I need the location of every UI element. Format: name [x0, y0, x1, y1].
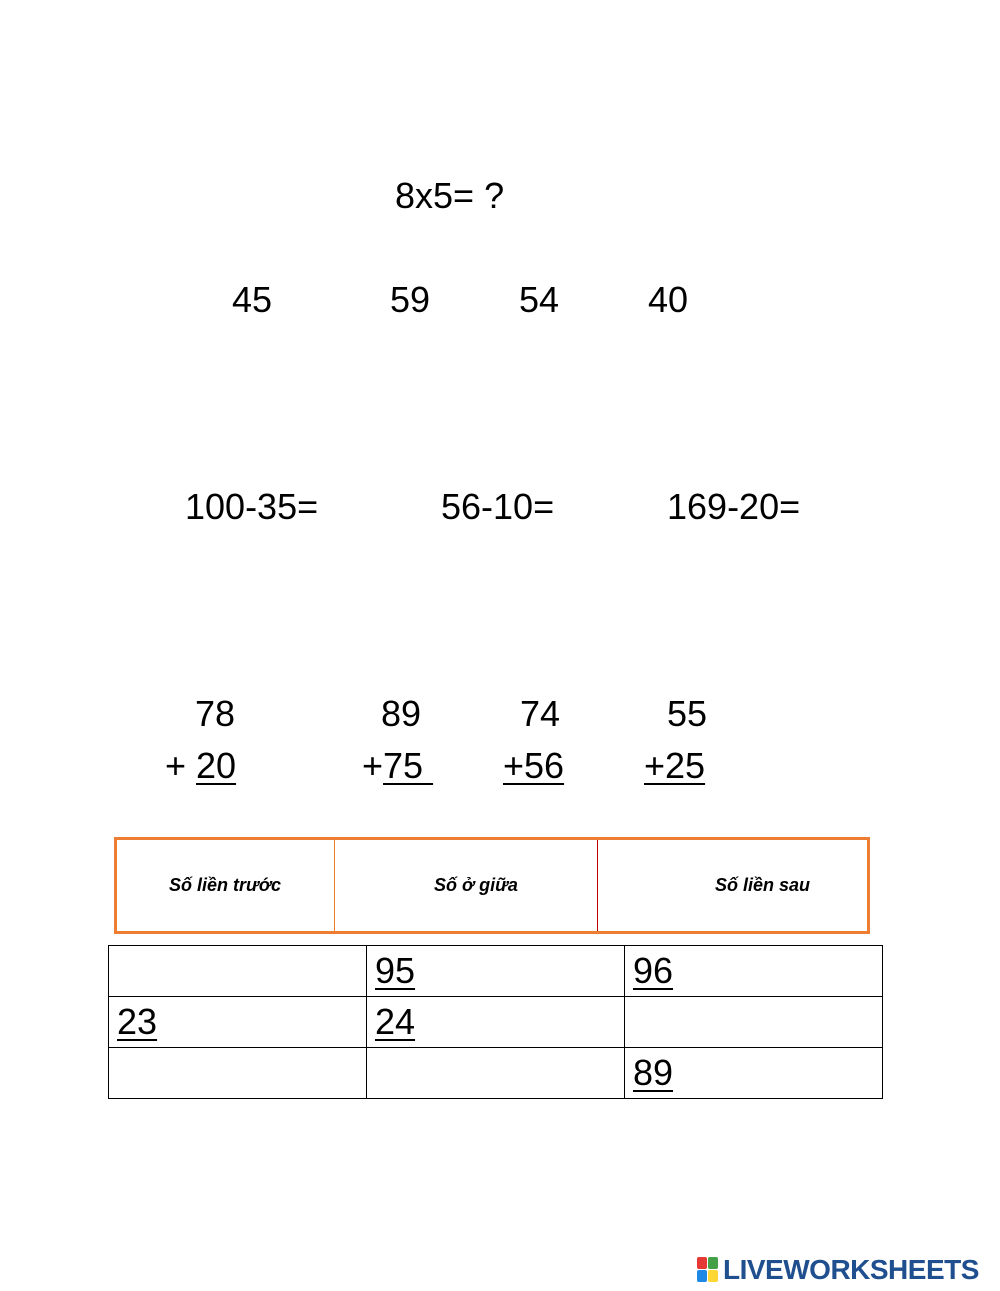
cell-r1-c1[interactable] — [109, 946, 367, 997]
addition-1-operator: + — [165, 745, 197, 786]
header-divider-right — [597, 840, 598, 931]
table-row — [109, 1048, 883, 1099]
addition-3-top: 74 — [520, 693, 561, 734]
cell-r2-c3[interactable] — [625, 997, 883, 1048]
cell-r3-c2[interactable] — [367, 1048, 625, 1099]
addition-2-top: 89 — [381, 693, 422, 734]
addition-3-bottom: +56 — [503, 745, 565, 786]
choice-2[interactable]: 59 — [390, 279, 431, 320]
cell-r1-c3[interactable]: 96 — [625, 946, 883, 997]
subtraction-2: 56-10= — [441, 486, 555, 527]
addition-2-addend: 75 — [383, 745, 434, 786]
logo-blocks-icon — [697, 1257, 719, 1283]
header-next-number: Số liền sau — [715, 875, 811, 895]
addition-2-bottom — [362, 746, 433, 786]
cell-r2-c1[interactable]: 23 — [109, 997, 367, 1048]
liveworksheets-logo — [697, 1255, 979, 1285]
question: 8x5= ? — [395, 175, 505, 216]
choice-1[interactable]: 45 — [232, 279, 273, 320]
number-grid — [108, 945, 883, 1099]
subtraction-1: 100-35= — [185, 486, 319, 527]
addition-4-bottom: +25 — [644, 745, 706, 786]
addition-1-bottom — [165, 746, 236, 786]
logo-text: LIVEWORKSHEETS — [723, 1254, 979, 1285]
addition-1-addend: 20 — [196, 745, 237, 786]
addition-1-top: 78 — [195, 693, 236, 734]
cell-r3-c3[interactable]: 89 — [625, 1048, 883, 1099]
cell-r1-c2[interactable]: 95 — [367, 946, 625, 997]
addition-4-top: 55 — [667, 693, 708, 734]
table-row — [109, 997, 883, 1048]
header-divider-left — [334, 840, 335, 931]
addition-2-operator: + — [362, 745, 384, 786]
subtraction-3: 169-20= — [667, 486, 801, 527]
cell-r3-c1[interactable] — [109, 1048, 367, 1099]
header-middle-number: Số ở giữa — [434, 875, 518, 895]
choice-3[interactable]: 54 — [519, 279, 560, 320]
choice-4[interactable]: 40 — [648, 279, 689, 320]
cell-r2-c2[interactable]: 24 — [367, 997, 625, 1048]
header-previous-number: Số liền trước — [169, 875, 281, 895]
table-row — [109, 946, 883, 997]
header-table — [114, 837, 870, 934]
